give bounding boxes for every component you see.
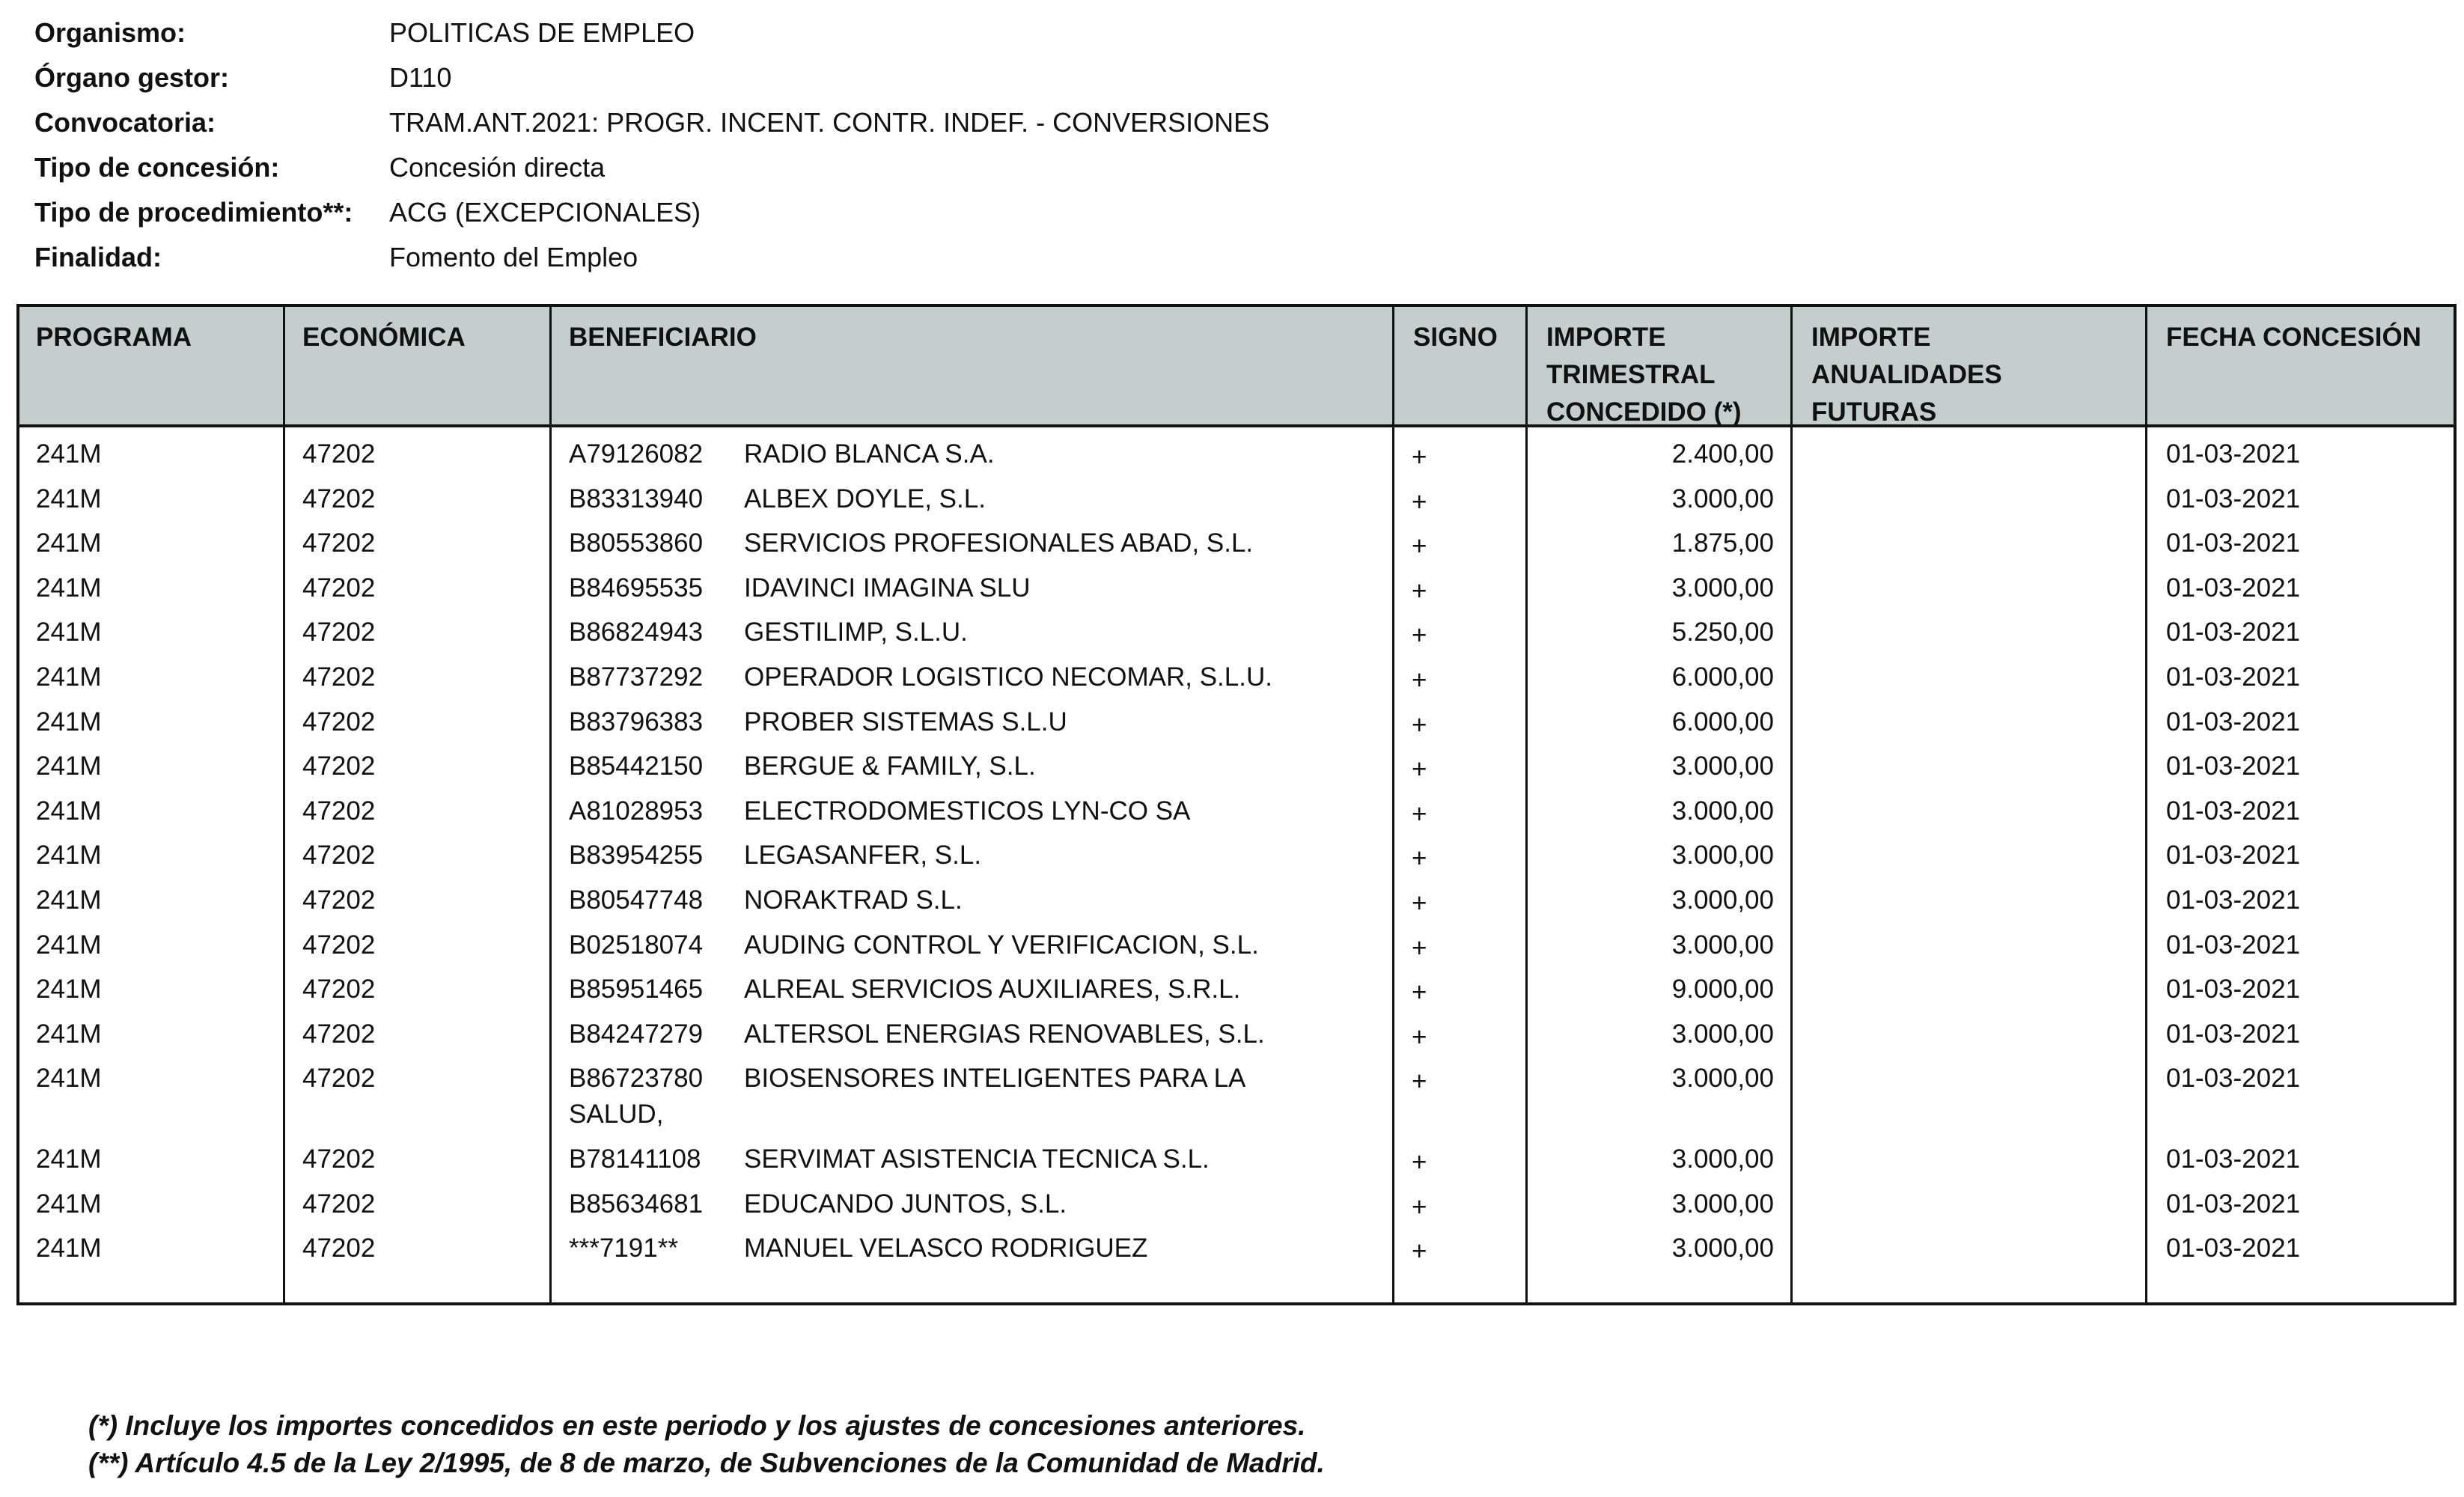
cell-economica: 47202 — [302, 662, 376, 692]
cell-nif: ***7191** — [569, 1234, 678, 1263]
cell-importe: 3.000,00 — [1671, 751, 1774, 781]
cell-fecha: 01-03-2021 — [2166, 975, 2301, 1004]
cell-beneficiario: LEGASANFER, S.L. — [744, 841, 982, 871]
cell-importe: 3.000,00 — [1671, 573, 1774, 603]
footnote-asterisk: (*) Incluye los importes concedidos en este periodo y los ajustes de concesiones anteriores. — [88, 1410, 1306, 1441]
meta-row-organo-gestor — [34, 55, 1269, 100]
cell-signo: + — [1412, 754, 1427, 784]
cell-economica: 47202 — [302, 841, 376, 871]
cell-signo: + — [1412, 710, 1427, 740]
cell-nif: B80547748 — [569, 885, 704, 915]
cell-importe: 1.875,00 — [1671, 528, 1774, 558]
cell-nif: B83796383 — [569, 707, 704, 737]
header-line: IMPORTE — [1546, 323, 1666, 352]
header-beneficiario: BENEFICIARIO — [569, 323, 757, 352]
meta-label: Tipo de procedimiento**: — [34, 197, 353, 228]
cell-beneficiario: MANUEL VELASCO RODRIGUEZ — [744, 1234, 1148, 1263]
meta-row-convocatoria — [34, 100, 1269, 145]
cell-signo: + — [1412, 978, 1427, 1007]
cell-programa: 241M — [36, 930, 102, 960]
meta-value: Fomento del Empleo — [389, 242, 638, 272]
cell-nif: B85951465 — [569, 975, 704, 1004]
meta-label: Finalidad: — [34, 242, 162, 272]
header-line: ANUALIDADES — [1811, 360, 2002, 389]
cell-fecha: 01-03-2021 — [2166, 1019, 2301, 1049]
meta-label: Órgano gestor: — [34, 62, 230, 93]
footnote-double-asterisk: (**) Artículo 4.5 de la Ley 2/1995, de 8 de marzo, de Subvenciones de la Comunidad de Madrid. — [88, 1448, 1325, 1478]
column-divider — [1525, 307, 1528, 1302]
header-signo: SIGNO — [1413, 323, 1498, 352]
cell-programa: 241M — [36, 707, 102, 737]
cell-importe: 3.000,00 — [1671, 1064, 1774, 1094]
header-fecha-concesion: FECHA CONCESIÓN — [2166, 323, 2421, 352]
cell-nif: B78141108 — [569, 1144, 701, 1174]
cell-signo: + — [1412, 487, 1427, 516]
cell-economica: 47202 — [302, 930, 376, 960]
meta-label: Organismo: — [34, 17, 186, 48]
cell-nif: A81028953 — [569, 796, 704, 826]
cell-economica: 47202 — [302, 573, 376, 603]
column-divider — [549, 307, 552, 1302]
cell-beneficiario: IDAVINCI IMAGINA SLU — [744, 573, 1031, 603]
cell-programa: 241M — [36, 662, 102, 692]
cell-nif: B85634681 — [569, 1189, 704, 1219]
cell-economica: 47202 — [302, 975, 376, 1004]
cell-fecha: 01-03-2021 — [2166, 528, 2301, 558]
cell-fecha: 01-03-2021 — [2166, 751, 2301, 781]
meta-label: Convocatoria: — [34, 107, 216, 138]
cell-economica: 47202 — [302, 796, 376, 826]
cell-signo: + — [1412, 844, 1427, 873]
cell-economica: 47202 — [302, 1189, 376, 1219]
cell-beneficiario: EDUCANDO JUNTOS, S.L. — [744, 1189, 1067, 1219]
meta-value: ACG (EXCEPCIONALES) — [389, 197, 701, 228]
cell-signo: + — [1412, 531, 1427, 561]
cell-signo: + — [1412, 888, 1427, 918]
meta-row-tipo-concesion — [34, 145, 1269, 190]
table-header — [19, 307, 2454, 427]
cell-economica: 47202 — [302, 707, 376, 737]
cell-beneficiario: GESTILIMP, S.L.U. — [744, 618, 968, 647]
cell-programa: 241M — [36, 841, 102, 871]
cell-programa: 241M — [36, 885, 102, 915]
cell-signo: + — [1412, 1192, 1427, 1222]
cell-beneficiario: ALBEX DOYLE, S.L. — [744, 484, 986, 513]
cell-nif: A79126082 — [569, 439, 704, 469]
cell-importe: 3.000,00 — [1671, 930, 1774, 960]
cell-economica: 47202 — [302, 618, 376, 647]
column-divider — [1790, 307, 1793, 1302]
header-economica: ECONÓMICA — [302, 323, 466, 352]
cell-fecha: 01-03-2021 — [2166, 573, 2301, 603]
cell-nif: B87737292 — [569, 662, 704, 692]
cell-signo: + — [1412, 1147, 1427, 1177]
cell-programa: 241M — [36, 751, 102, 781]
header-line: CONCEDIDO (*) — [1546, 397, 1742, 427]
cell-beneficiario: SERVICIOS PROFESIONALES ABAD, S.L. — [744, 528, 1254, 558]
meta-label: Tipo de concesión: — [34, 152, 280, 183]
header-importe-anualidades — [1811, 319, 2002, 431]
cell-economica: 47202 — [302, 751, 376, 781]
meta-value: D110 — [389, 62, 452, 93]
cell-programa: 241M — [36, 1144, 102, 1174]
cell-beneficiario: SERVIMAT ASISTENCIA TECNICA S.L. — [744, 1144, 1210, 1174]
cell-programa: 241M — [36, 484, 102, 513]
cell-fecha: 01-03-2021 — [2166, 841, 2301, 871]
footnotes — [88, 1407, 1325, 1482]
cell-importe: 9.000,00 — [1671, 975, 1774, 1004]
cell-nif: B86824943 — [569, 618, 704, 647]
cell-signo: + — [1412, 576, 1427, 606]
meta-value: POLITICAS DE EMPLEO — [389, 17, 695, 48]
cell-nif: B83313940 — [569, 484, 704, 513]
cell-importe: 3.000,00 — [1671, 1234, 1774, 1263]
cell-economica: 47202 — [302, 1064, 376, 1094]
cell-beneficiario: ALTERSOL ENERGIAS RENOVABLES, S.L. — [744, 1019, 1265, 1049]
cell-signo: + — [1412, 933, 1427, 963]
cell-programa: 241M — [36, 573, 102, 603]
cell-fecha: 01-03-2021 — [2166, 930, 2301, 960]
cell-fecha: 01-03-2021 — [2166, 484, 2301, 513]
cell-beneficiario: BERGUE & FAMILY, S.L. — [744, 751, 1036, 781]
cell-signo: + — [1412, 665, 1427, 695]
header-line: FUTURAS — [1811, 397, 1937, 427]
cell-beneficiario: RADIO BLANCA S.A. — [744, 439, 995, 469]
cell-programa: 241M — [36, 439, 102, 469]
cell-beneficiario: PROBER SISTEMAS S.L.U — [744, 707, 1067, 737]
column-divider — [283, 307, 285, 1302]
cell-importe: 2.400,00 — [1671, 439, 1774, 469]
cell-fecha: 01-03-2021 — [2166, 662, 2301, 692]
cell-nif: B84695535 — [569, 573, 704, 603]
cell-fecha: 01-03-2021 — [2166, 885, 2301, 915]
meta-row-tipo-procedimiento — [34, 190, 1269, 235]
cell-importe: 3.000,00 — [1671, 796, 1774, 826]
cell-economica: 47202 — [302, 528, 376, 558]
cell-programa: 241M — [36, 1189, 102, 1219]
cell-nif: B80553860 — [569, 528, 704, 558]
subsidies-table — [16, 304, 2457, 1305]
cell-economica: 47202 — [302, 885, 376, 915]
cell-beneficiario: ELECTRODOMESTICOS LYN-CO SA — [744, 796, 1191, 826]
cell-economica: 47202 — [302, 1019, 376, 1049]
cell-signo: + — [1412, 442, 1427, 472]
cell-signo: + — [1412, 1237, 1427, 1266]
cell-nif: B85442150 — [569, 751, 704, 781]
column-divider — [2145, 307, 2147, 1302]
cell-economica: 47202 — [302, 1234, 376, 1263]
cell-programa: 241M — [36, 1019, 102, 1049]
cell-beneficiario: OPERADOR LOGISTICO NECOMAR, S.L.U. — [744, 662, 1272, 692]
cell-beneficiario: AUDING CONTROL Y VERIFICACION, S.L. — [744, 930, 1259, 960]
cell-economica: 47202 — [302, 1144, 376, 1174]
cell-economica: 47202 — [302, 484, 376, 513]
cell-importe: 6.000,00 — [1671, 707, 1774, 737]
header-importe-trimestral — [1546, 319, 1742, 431]
cell-nif: B83954255 — [569, 841, 704, 871]
cell-fecha: 01-03-2021 — [2166, 796, 2301, 826]
cell-importe: 3.000,00 — [1671, 841, 1774, 871]
cell-programa: 241M — [36, 528, 102, 558]
cell-importe: 3.000,00 — [1671, 885, 1774, 915]
header-line: TRIMESTRAL — [1546, 360, 1716, 389]
cell-signo: + — [1412, 621, 1427, 650]
header-programa: PROGRAMA — [36, 323, 192, 352]
header-metadata — [34, 10, 1269, 280]
cell-importe: 5.250,00 — [1671, 618, 1774, 647]
cell-beneficiario: NORAKTRAD S.L. — [744, 885, 963, 915]
cell-importe: 3.000,00 — [1671, 1019, 1774, 1049]
cell-programa: 241M — [36, 1064, 102, 1094]
cell-fecha: 01-03-2021 — [2166, 1064, 2301, 1094]
cell-economica: 47202 — [302, 439, 376, 469]
column-divider — [1392, 307, 1394, 1302]
cell-nif: B02518074 — [569, 930, 704, 960]
meta-row-finalidad — [34, 235, 1269, 280]
cell-fecha: 01-03-2021 — [2166, 1189, 2301, 1219]
cell-importe: 6.000,00 — [1671, 662, 1774, 692]
cell-importe: 3.000,00 — [1671, 1144, 1774, 1174]
cell-programa: 241M — [36, 1234, 102, 1263]
header-line: IMPORTE — [1811, 323, 1931, 352]
cell-beneficiario: BIOSENSORES INTELIGENTES PARA LA — [744, 1064, 1246, 1094]
cell-importe: 3.000,00 — [1671, 1189, 1774, 1219]
cell-fecha: 01-03-2021 — [2166, 439, 2301, 469]
cell-fecha: 01-03-2021 — [2166, 707, 2301, 737]
cell-fecha: 01-03-2021 — [2166, 618, 2301, 647]
cell-nif: B84247279 — [569, 1019, 704, 1049]
meta-value: Concesión directa — [389, 152, 606, 183]
cell-signo: + — [1412, 799, 1427, 829]
cell-programa: 241M — [36, 796, 102, 826]
cell-importe: 3.000,00 — [1671, 484, 1774, 513]
cell-fecha: 01-03-2021 — [2166, 1144, 2301, 1174]
cell-nif: B86723780 — [569, 1064, 704, 1094]
cell-signo: + — [1412, 1067, 1427, 1097]
cell-fecha: 01-03-2021 — [2166, 1234, 2301, 1263]
cell-programa: 241M — [36, 618, 102, 647]
meta-value: TRAM.ANT.2021: PROGR. INCENT. CONTR. INDEF. - CONVERSIONES — [389, 107, 1270, 138]
cell-programa: 241M — [36, 975, 102, 1004]
cell-beneficiario-cont: SALUD, — [569, 1100, 664, 1129]
cell-beneficiario: ALREAL SERVICIOS AUXILIARES, S.R.L. — [744, 975, 1241, 1004]
meta-row-organismo — [34, 10, 1269, 55]
cell-signo: + — [1412, 1022, 1427, 1052]
